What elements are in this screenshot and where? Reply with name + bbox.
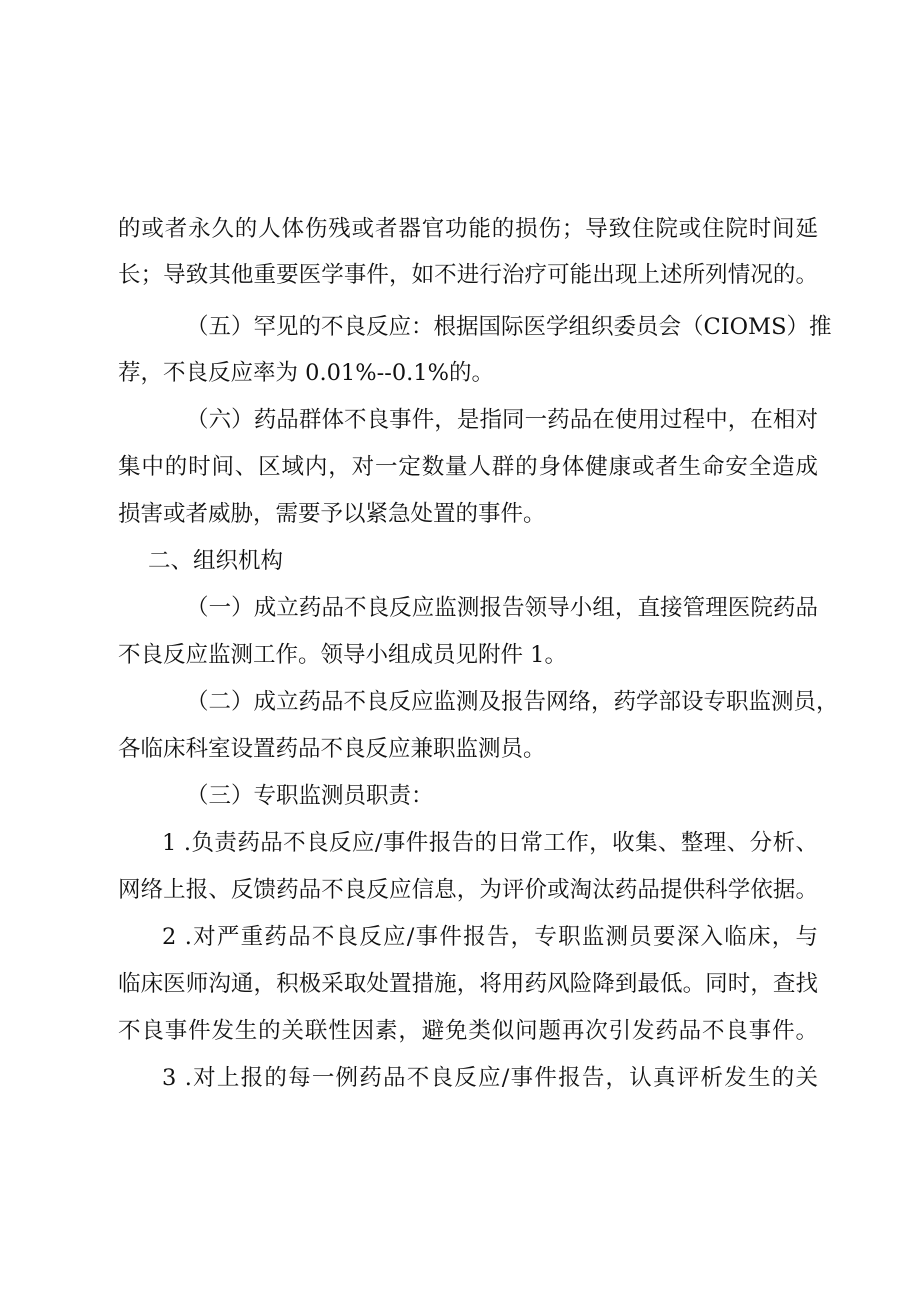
paragraph-heading-6: （六）药品群体不良事件，是指同一药品在使用过程中，在相对 (186, 407, 818, 433)
text-line: 临床医师沟通，积极采取处置措施，将用药风险降到最低。同时，查找 (118, 971, 818, 997)
section-heading: 二、组织机构 (148, 548, 284, 574)
list-item-2: 2 .对严重药品不良反应/事件报告，专职监测员要深入临床，与 (162, 924, 818, 950)
paragraph-heading-2: （二）成立药品不良反应监测及报告网络，药学部设专职监测员， (186, 689, 839, 715)
text-line: 不良反应监测工作。领导小组成员见附件 1。 (118, 642, 567, 668)
paragraph-heading-5: （五）罕见的不良反应：根据国际医学组织委员会（CIOMS）推 (186, 314, 832, 340)
text-line: 集中的时间、区域内，对一定数量人群的身体健康或者生命安全造成 (118, 454, 818, 480)
list-item-1: 1 .负责药品不良反应/事件报告的日常工作，收集、整理、分析、 (162, 830, 818, 856)
text-line: 长；导致其他重要医学事件，如不进行治疗可能出现上述所列情况的。 (118, 262, 818, 288)
text-line: 荐，不良反应率为 0.01%--0.1%的。 (118, 360, 494, 386)
paragraph-heading-3: （三）专职监测员职责： (186, 783, 434, 809)
text-line: 网络上报、反馈药品不良反应信息，为评价或淘汰药品提供科学依据。 (118, 877, 818, 903)
list-item-3: 3 .对上报的每一例药品不良反应/事件报告，认真评析发生的关 (162, 1065, 818, 1091)
text-line: 损害或者威胁，需要予以紧急处置的事件。 (118, 501, 546, 527)
text-line: 不良事件发生的关联性因素，避免类似问题再次引发药品不良事件。 (118, 1018, 818, 1044)
paragraph-heading-1: （一）成立药品不良反应监测报告领导小组，直接管理医院药品 (186, 595, 818, 621)
text-line: 各临床科室设置药品不良反应兼职监测员。 (118, 736, 546, 762)
text-line: 的或者永久的人体伤残或者器官功能的损伤；导致住院或住院时间延 (118, 216, 818, 242)
